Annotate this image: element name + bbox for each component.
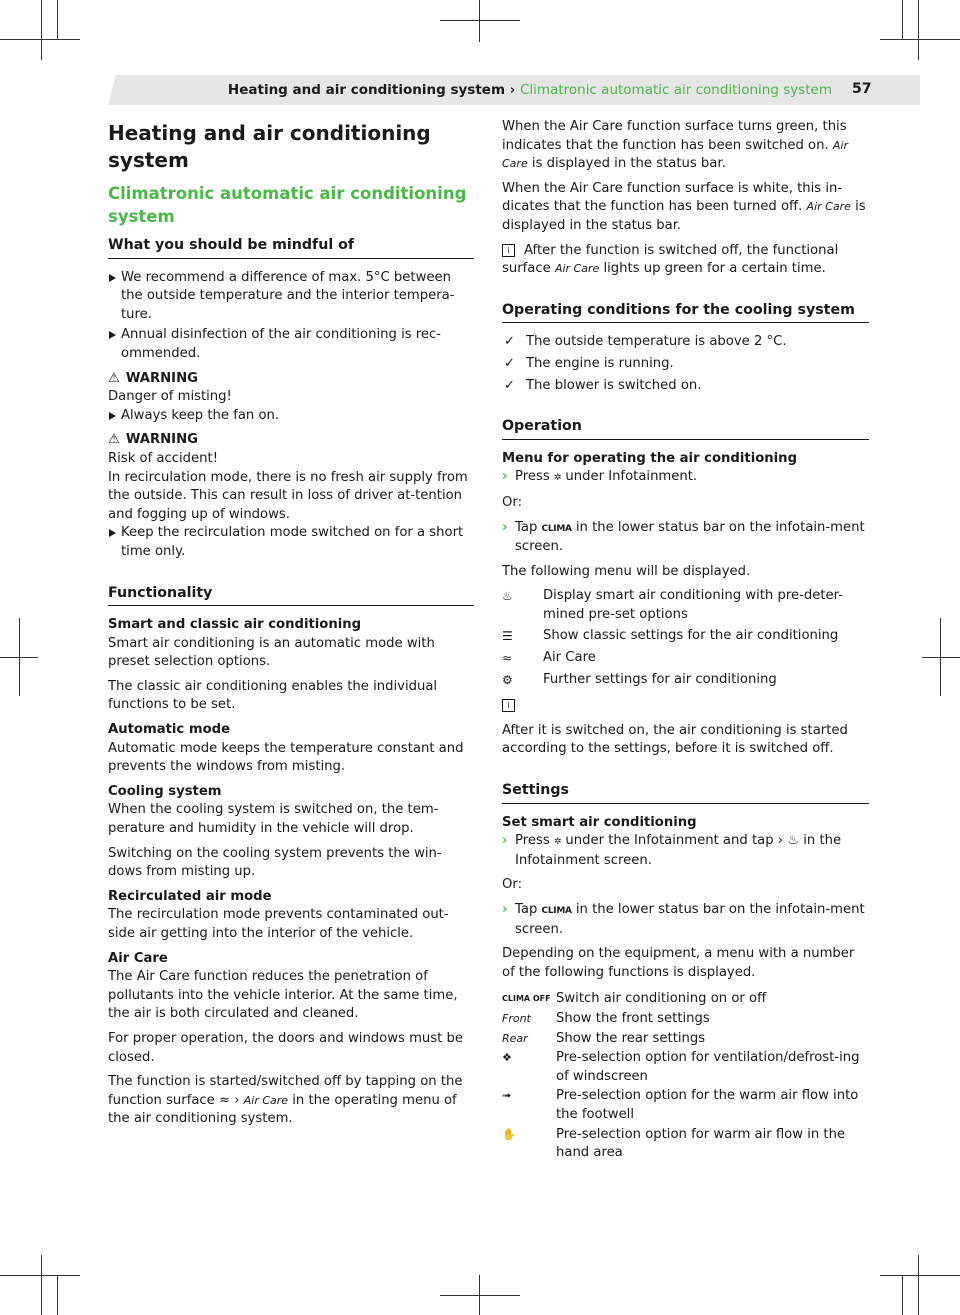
- list-item: ✓ The outside temperature is above 2 °C.: [502, 333, 869, 352]
- clima-off-icon: CLIMA OFF: [502, 994, 551, 1004]
- clima-button-icon: CLIMA: [541, 523, 572, 534]
- crop-mark: [940, 618, 941, 696]
- clima-button-icon: CLIMA: [541, 906, 572, 916]
- crop-mark: [922, 657, 960, 658]
- section-heading-operation: Operation: [502, 417, 869, 440]
- menu-list: [502, 587, 869, 689]
- instruction-step: › Tap CLIMA in the lower status bar on the infotain-ment screen.: [502, 902, 865, 937]
- smart-ac-icon: ♨: [502, 589, 513, 604]
- warning-text: Risk of accident!: [108, 450, 218, 466]
- menu-row: ≈ Air Care: [502, 649, 869, 668]
- warning-block: [108, 431, 474, 561]
- subheading: Menu for operating the air conditioning: [502, 450, 798, 466]
- header-section: Heating and air conditioning system: [227, 82, 506, 98]
- list-item: We recommend a difference of max. 5°C between the outside temperature and the interior tempera-ture.: [108, 269, 474, 325]
- running-header: [228, 82, 832, 98]
- crop-mark: [440, 1295, 520, 1296]
- paragraph: Or:: [502, 494, 523, 510]
- function-row: ✋ Pre-selection option for warm air flow in the hand area: [502, 1126, 869, 1163]
- instruction-step: › Press ✲ under Infotainment.: [502, 468, 869, 488]
- paragraph: Recirculated air mode The recirculation mode prevents contaminated out-side air getting into the interior of the vehicle.: [108, 888, 449, 941]
- clima-icon: ✲: [553, 837, 562, 848]
- warning-title: ⚠ WARNING: [108, 370, 198, 386]
- crop-mark: [0, 39, 80, 40]
- paragraph: The classic air conditioning enables the individual functions to be set.: [108, 678, 438, 713]
- crop-mark: [880, 1275, 960, 1276]
- crop-mark: [440, 20, 520, 21]
- crop-mark: [57, 1275, 58, 1315]
- function-row: ❖ Pre-selection option for ventilation/defrost-ing of windscreen: [502, 1049, 869, 1086]
- crop-mark: [41, 1255, 42, 1315]
- settings-icon: ⚙: [502, 672, 513, 687]
- paragraph: For proper operation, the doors and windows must be closed.: [108, 1030, 464, 1065]
- warning-icon: ⚠: [108, 432, 120, 448]
- crop-mark: [41, 0, 42, 60]
- crop-mark: [479, 0, 480, 42]
- rear-icon: Rear: [502, 1031, 528, 1045]
- paragraph: Automatic mode Automatic mode keeps the temperature constant and prevents the windows from misting.: [108, 722, 464, 775]
- chevron-icon: ›: [502, 902, 508, 917]
- windscreen-icon: ❖: [502, 1051, 512, 1065]
- list-item: Always keep the fan on.: [108, 407, 474, 426]
- front-icon: Front: [502, 1011, 531, 1025]
- air-care-label-icon: Air Care: [502, 138, 848, 171]
- info-icon: i: [502, 244, 515, 257]
- crop-mark: [902, 0, 903, 39]
- left-column: [108, 118, 474, 1135]
- warning-text: In recirculation mode, there is no fresh air supply from the outside. This can result in loss of driver at-tention and fogging up of windows.: [108, 469, 468, 522]
- crop-mark: [902, 1275, 903, 1315]
- paragraph: Cooling system When the cooling system is switched on, the tem-perature and humidity in the vehicle will drop.: [108, 783, 439, 837]
- header-subsection: Climatronic automatic air conditioning system: [520, 82, 832, 98]
- paragraph: When the Air Care function surface is white, this in-dicates that the function has been turned off. Air Care is displayed in the status bar.: [502, 180, 866, 233]
- paragraph: Air Care The Air Care function reduces the penetration of pollutants into the vehicle interior. At the same time, the air is both circulated and cleaned.: [108, 950, 458, 1022]
- info-icon: i: [502, 699, 515, 712]
- function-row: Rear Show the rear settings: [502, 1030, 869, 1049]
- chevron-icon: ›: [502, 833, 508, 849]
- crop-mark: [0, 1275, 80, 1276]
- section-heading-mindful: What you should be mindful of: [108, 236, 474, 259]
- page-subtitle: Climatronic automatic air conditioning system: [108, 184, 467, 226]
- paragraph: When the Air Care function surface turns green, this indicates that the function has been switched on. Air Care is displayed in the status bar.: [502, 119, 848, 172]
- smart-ac-icon: ♨: [787, 833, 800, 849]
- crop-mark: [918, 0, 919, 60]
- paragraph: Smart and classic air conditioning Smart air conditioning is an automatic mode with preset selection options.: [108, 617, 435, 670]
- paragraph: The function is started/switched off by tapping on the function surface ≈ › Air Care in the operating menu of the air conditioning system.: [108, 1074, 463, 1127]
- air-care-icon: ≈: [502, 651, 513, 666]
- warning-text: Danger of misting!: [108, 389, 232, 405]
- crop-mark: [479, 1275, 480, 1315]
- function-row: Front Show the front settings: [502, 1010, 869, 1029]
- list-item: Annual disinfection of the air conditioning is rec-ommended.: [108, 326, 474, 363]
- menu-row: ♨ Display smart air conditioning with pre-deter-mined pre-set options: [502, 587, 869, 624]
- list-item: Keep the recirculation mode switched on for a short time only.: [108, 524, 474, 561]
- footwell-icon: ➟: [502, 1089, 512, 1103]
- crop-mark: [880, 39, 960, 40]
- air-care-icon: ≈: [219, 1092, 231, 1108]
- function-list: [502, 990, 869, 1162]
- air-care-label-icon: Air Care: [554, 262, 600, 276]
- check-list: [502, 333, 869, 395]
- warning-block: [108, 370, 474, 426]
- warning-title: ⚠ WARNING: [108, 432, 198, 448]
- menu-row: ⚙ Further settings for air conditioning: [502, 671, 869, 690]
- subheading: Set smart air conditioning: [502, 814, 697, 830]
- chevron-icon: ›: [502, 519, 508, 535]
- paragraph: After it is switched on, the air conditioning is started according to the settings, before it is switched off.: [502, 722, 848, 757]
- paragraph: Switching on the cooling system prevents the win-dows from misting up.: [108, 845, 442, 880]
- chevron-icon: ›: [502, 469, 508, 485]
- note: [502, 697, 869, 716]
- list-item: ✓ The engine is running.: [502, 355, 869, 374]
- crop-mark: [918, 1255, 919, 1315]
- page-title: Heating and air conditioning system: [108, 121, 431, 172]
- page-number: 57: [852, 81, 872, 97]
- right-column: [502, 118, 869, 1164]
- hand-area-icon: ✋: [502, 1127, 516, 1141]
- warning-icon: ⚠: [108, 370, 120, 386]
- crop-mark: [19, 618, 20, 696]
- instruction-step: › Tap CLIMA in the lower status bar on the infotain-ment screen.: [502, 519, 865, 555]
- section-heading-functionality: Functionality: [108, 584, 474, 607]
- paragraph: The following menu will be displayed.: [502, 563, 751, 579]
- bullet-list: [108, 269, 474, 364]
- sliders-icon: ☰: [502, 629, 513, 644]
- section-heading-conditions: Operating conditions for the cooling system: [502, 301, 869, 324]
- paragraph: Depending on the equipment, a menu with a number of the following functions is displayed.: [502, 946, 855, 980]
- clima-icon: ✲: [553, 473, 562, 484]
- paragraph: Or:: [502, 877, 523, 893]
- air-care-label-icon: Air Care: [243, 1093, 289, 1107]
- section-heading-settings: Settings: [502, 781, 869, 804]
- function-row: CLIMA OFF Switch air conditioning on or off: [502, 990, 869, 1009]
- crop-mark: [57, 0, 58, 39]
- note: i After the function is switched off, the functional surface Air Care lights up green for a certain time.: [502, 242, 839, 277]
- list-item: ✓ The blower is switched on.: [502, 377, 869, 396]
- air-care-label-icon: Air Care: [806, 200, 851, 214]
- instruction-step: › Press ✲ under the Infotainment and tap › ♨ in the Infotainment screen.: [502, 833, 842, 868]
- menu-row: ☰ Show classic settings for the air conditioning: [502, 627, 869, 646]
- function-row: ➟ Pre-selection option for the warm air flow into the footwell: [502, 1087, 869, 1124]
- header-separator: ›: [509, 82, 516, 98]
